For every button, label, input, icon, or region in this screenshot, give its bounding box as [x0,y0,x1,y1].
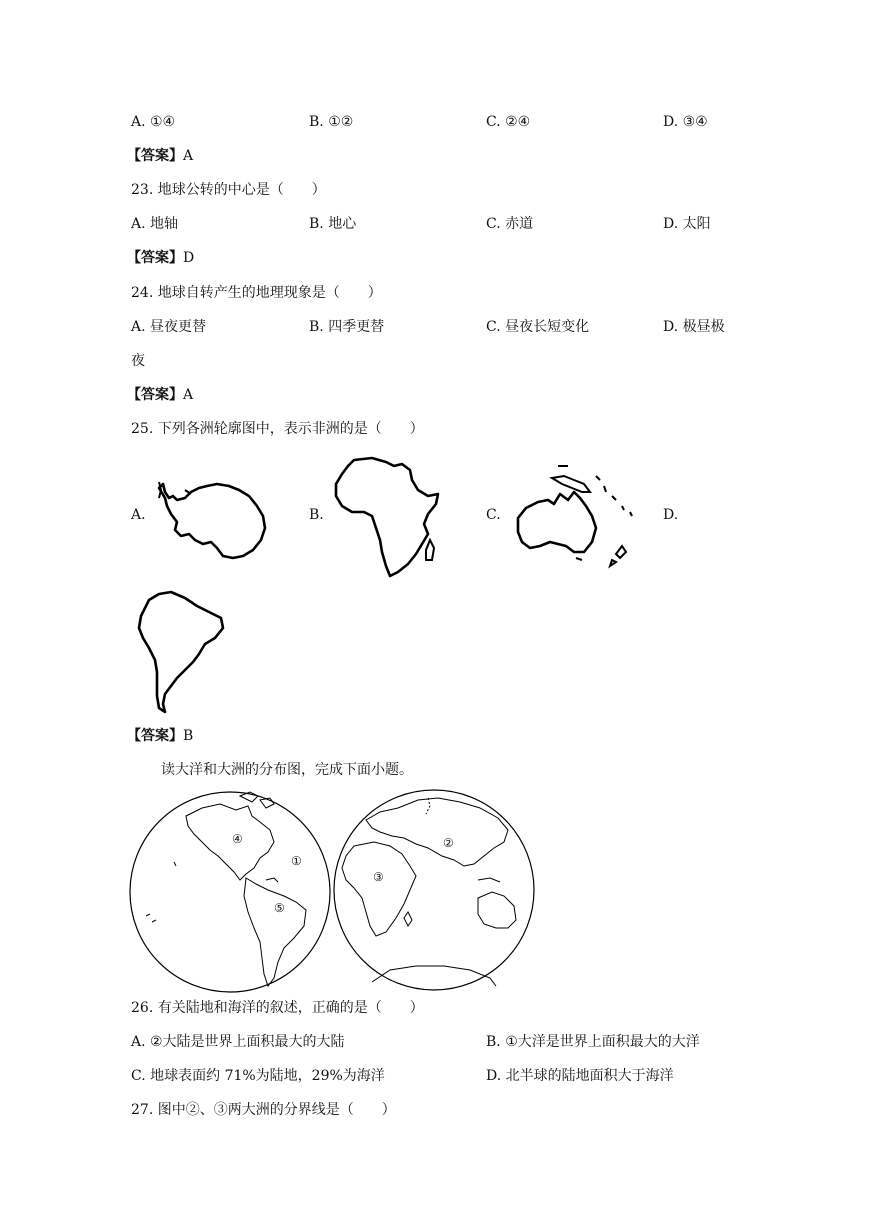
hemisphere-maps [128,786,538,998]
q24-option-d-wrap: 夜 [131,353,145,369]
western-hemisphere-circle [130,792,330,992]
oceania-outline [512,462,642,570]
q24-answer [127,385,193,405]
q23-option-c: C. 赤道 [486,216,534,232]
eastern-hemisphere-circle [334,790,534,990]
marker-2: ② [443,836,454,850]
q25-answer [127,726,193,746]
answer-value: B [183,728,194,744]
q24-option-b: B. 四季更替 [309,319,385,335]
africa-outline [332,456,444,578]
q25-option-c-label: C. [486,507,501,523]
q23-question: 23. 地球公转的中心是（ ） [131,182,326,198]
marker-5: ⑤ [274,901,285,915]
q24-question: 24. 地球自转产生的地理现象是（ ） [131,285,382,301]
map-intro: 读大洋和大洲的分布图，完成下面小题。 [161,762,413,778]
q26-option-b: B. ①大洋是世界上面积最大的大洋 [486,1034,700,1050]
answer-label: 【答案】 [127,148,183,164]
q23-option-b: B. 地心 [309,216,357,232]
q22-option-d: D. ③④ [663,114,708,130]
q26-option-d: D. 北半球的陆地面积大于海洋 [486,1068,674,1084]
marker-1: ① [291,854,302,868]
antarctica-outline [155,478,270,563]
q22-answer [127,146,193,166]
q24-option-d: D. 极昼极 [663,319,725,335]
q23-answer [127,248,194,268]
q25-question: 25. 下列各洲轮廓图中，表示非洲的是（ ） [131,421,424,437]
q26-option-c: C. 地球表面约 71%为陆地，29%为海洋 [131,1068,385,1084]
answer-value: A [183,148,194,164]
answer-value: A [183,387,194,403]
q24-option-a: A. 昼夜更替 [131,319,207,335]
marker-3: ③ [373,870,384,884]
q23-option-a: A. 地轴 [131,216,179,232]
answer-value: D [183,250,195,266]
answer-label: 【答案】 [127,728,183,744]
q24-option-c: C. 昼夜长短变化 [486,319,590,335]
q26-question: 26. 有关陆地和海洋的叙述，正确的是（ ） [131,1000,424,1016]
q25-option-a-label: A. [131,507,146,523]
q22-option-a: A. ①④ [131,114,176,130]
marker-4: ④ [232,832,243,846]
q25-option-b-label: B. [309,507,324,523]
q26-option-a: A. ②大陆是世界上面积最大的大陆 [131,1034,345,1050]
answer-label: 【答案】 [127,387,183,403]
q23-option-d: D. 太阳 [663,216,711,232]
q22-option-b: B. ①② [309,114,354,130]
q27-question: 27. 图中②、③两大洲的分界线是（ ） [131,1102,396,1118]
q25-option-d-label: D. [663,507,679,523]
q22-option-c: C. ②④ [486,114,531,130]
answer-label: 【答案】 [127,250,183,266]
south-america-outline [135,588,230,718]
